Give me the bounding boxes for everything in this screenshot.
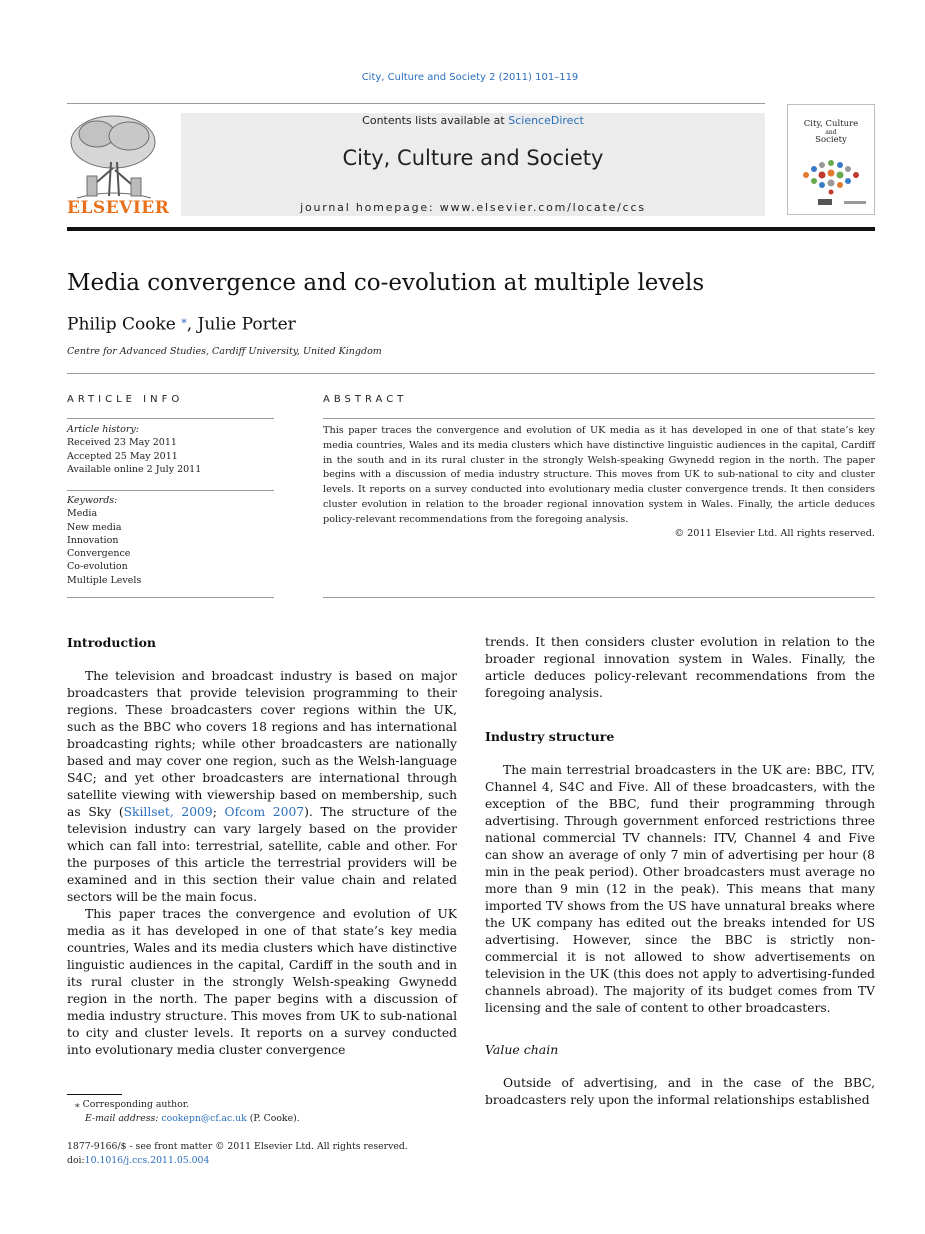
footnote-corresponding-text: Corresponding author. [82, 1099, 190, 1110]
abstract-copyright: © 2011 Elsevier Ltd. All rights reserved. [674, 528, 875, 539]
body-paragraph-continued: trends. It then considers cluster evolution in relation to the broader regional innovation system in Wales. Finally, the article deduces policy-relevant recommendations from the foregoing analysis. [485, 635, 875, 700]
header-divider [67, 103, 765, 104]
journal-homepage[interactable]: journal homepage: www.elsevier.com/locate/ccs [300, 201, 646, 214]
body-paragraph [67, 668, 457, 906]
cover-dots-graphic [798, 157, 864, 197]
reference-link-ofcom[interactable]: Ofcom 2007 [224, 805, 305, 819]
cover-title-line: City, Culture [803, 119, 859, 129]
author-affiliation: Centre for Advanced Studies, Cardiff University, United Kingdom [67, 346, 382, 357]
paragraph-text: The television and broadcast industry is based on major broadcasters that provide television programming to their regions. These broadcasters cover regions within the UK, such as the BBC who covers 18 regions and has international broadcasting rights; while other broadcasters are nationally based and may cover one region, such as the Welsh-language S4C; and yet other broadcasters are international through satellite viewing with viewership based on membership, such as Sky ( [67, 669, 457, 819]
cover-title-line: Society [815, 134, 847, 145]
journal-cover-thumbnail[interactable] [787, 104, 875, 215]
keyword: Innovation [67, 534, 119, 546]
footnote-mark: ⁎ [75, 1099, 80, 1110]
keywords-label: Keywords: [67, 495, 118, 506]
keyword: Media [67, 508, 98, 520]
info-divider [67, 418, 274, 419]
history-label: Article history: [67, 424, 139, 435]
issn-doi-block [67, 1140, 567, 1167]
cover-imprint-line [844, 201, 866, 204]
section-divider [67, 373, 875, 374]
sciencedirect-link[interactable]: ScienceDirect [508, 114, 584, 127]
doi-link[interactable]: 10.1016/j.ccs.2011.05.004 [84, 1154, 210, 1166]
footnote-email [67, 1112, 457, 1126]
email-link[interactable]: cookepn@cf.ac.uk [161, 1113, 247, 1124]
footnote-corresponding [67, 1098, 457, 1112]
header-thick-rule [67, 227, 875, 231]
elsevier-wordmark: ELSEVIER [67, 198, 170, 218]
body-paragraph: Outside of advertising, and in the case of the BBC, broadcasters rely upon the informal relationships established [485, 1076, 875, 1107]
author-name: Julie Porter [197, 314, 296, 335]
issn-line: 1877-9166/$ - see front matter © 2011 Elsevier Ltd. All rights reserved. [67, 1141, 408, 1152]
article-authors [67, 313, 875, 335]
info-divider [67, 597, 274, 598]
body-right-column [485, 634, 875, 1109]
keyword: Convergence [67, 548, 131, 560]
journal-name: City, Culture and Society [342, 146, 604, 170]
info-divider [67, 490, 274, 491]
article-history [67, 423, 274, 476]
contents-availability [181, 114, 765, 127]
cover-title-line: and [825, 128, 837, 136]
article-title: Media convergence and co-evolution at multiple levels [67, 270, 705, 296]
keywords [67, 494, 274, 587]
cover-logo-mark [818, 199, 832, 205]
body-left-column [67, 634, 457, 1059]
keyword: Multiple Levels [67, 574, 142, 586]
article-info-heading: ARTICLE INFO [67, 394, 184, 405]
abstract-text: This paper traces the convergence and evolution of UK media as it has developed in one of that state’s key media countries, Wales and its media clusters which have distinctive linguistic audiences in the capital, Cardiff in the south and in its rural cluster in the strongly Welsh-speaking Gwynedd region in the north. The paper begins with a discussion of media industry structure. This moves from UK to sub-national to city and cluster levels. It reports on a survey conducted into evolutionary media cluster convergence trends. It then considers cluster evolution in relation to the broader regional innovation system in Wales. Finally, the article deduces policy-relevant recommendations from the foregoing analysis. [323, 425, 875, 525]
received-date: Received 23 May 2011 [67, 437, 177, 449]
subsection-heading-value-chain: Value chain [485, 1042, 559, 1057]
corresponding-author-mark[interactable]: ⁎ [181, 313, 187, 326]
cover-title [788, 120, 874, 145]
online-date: Available online 2 July 2011 [67, 463, 202, 475]
section-heading-introduction: Introduction [67, 635, 157, 650]
keyword: New media [67, 521, 122, 533]
author-separator: , [186, 314, 198, 335]
footnote-rule [67, 1094, 122, 1095]
abstract-divider [323, 418, 875, 419]
footnote [67, 1098, 457, 1126]
author-name: Philip Cooke [67, 314, 176, 335]
doi-label: doi: [67, 1154, 85, 1166]
journal-citation[interactable]: City, Culture and Society 2 (2011) 101–119 [361, 72, 579, 83]
section-heading-industry-structure: Industry structure [485, 729, 615, 744]
abstract-heading: ABSTRACT [323, 394, 408, 405]
email-suffix: (P. Cooke). [246, 1113, 300, 1124]
reference-separator: ; [212, 805, 225, 819]
email-label: E-mail address: [85, 1113, 162, 1124]
contents-prefix: Contents lists available at [362, 114, 509, 127]
abstract-divider [323, 597, 875, 598]
reference-link-skillset[interactable]: Skillset, 2009 [123, 805, 213, 819]
keyword: Co-evolution [67, 561, 128, 573]
body-paragraph: This paper traces the convergence and evolution of UK media as it has developed in one of that state’s key media countries, Wales and its media clusters which have distinctive linguistic audiences in the capital, Cardiff in the south and in its rural cluster in the strongly Welsh-speaking Gwynedd region in the north. The paper begins with a discussion of media industry structure. This moves from UK to sub-national to city and cluster levels. It reports on a survey conducted into evolutionary media cluster convergence [67, 907, 457, 1057]
doi-line [67, 1154, 567, 1168]
paragraph-text: ). The structure of the television industry can vary largely based on the provider which can fall into: terrestrial, satellite, cable and other. For the purposes of this article the terrestrial providers will be examined and in this section their value chain and related sectors will be the main focus. [67, 805, 457, 904]
accepted-date: Accepted 25 May 2011 [67, 450, 178, 462]
body-paragraph: The main terrestrial broadcasters in the UK are: BBC, ITV, Channel 4, S4C and Five. All of these broadcasters, with the exception of the BBC, fund their programming through advertising. Through government enforced restrictions three national commercial TV channels: ITV, Channel 4 and Five can show an average of only 7 min of advertising per hour (8 min in the peak period). Other broadcasters must average no more than 9 min (12 in the peak). This means that many imported TV shows from the US have unnatural breaks where the UK company has edited out the breaks intended for US advertising. However, since the BBC is strictly non-commercial it is not allowed to show advertisements on television in the UK (this does not apply to advertising-funded channels abroad). The majority of its budget comes from TV licensing and the sale of content to other broadcasters. [485, 763, 875, 1015]
